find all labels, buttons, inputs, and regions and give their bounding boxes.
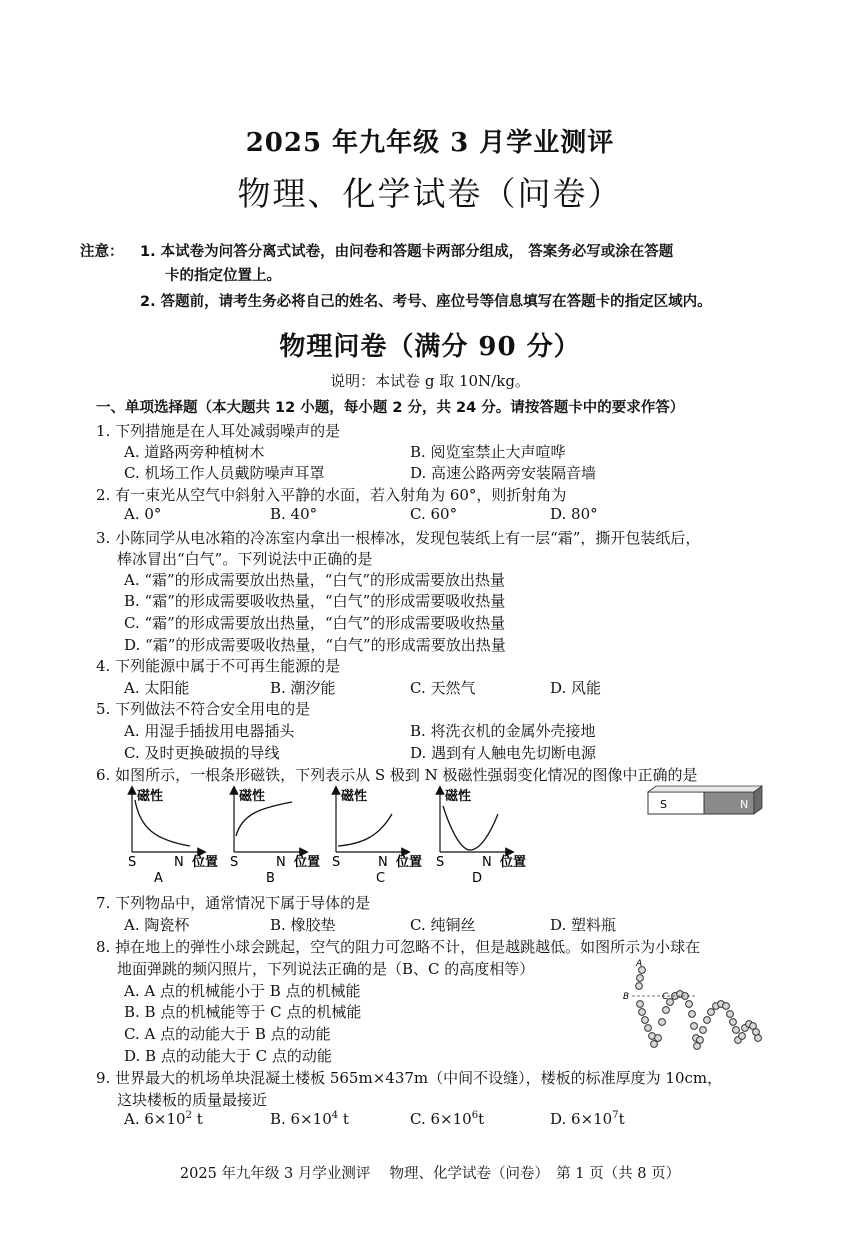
question-2-stem: 2. 有一束光从空气中斜射入平静的水面，若入射角为 60°，则折射角为 <box>96 486 567 504</box>
exam-title: 2025 年九年级 3 月学业测评 <box>245 128 615 158</box>
graph-a-curve <box>135 800 190 846</box>
question-5-option-a: A. 用湿手插拔用电器插头 <box>124 722 295 740</box>
ball-image-21 <box>697 1037 704 1044</box>
ball-positions <box>636 967 762 1050</box>
question-3-stem: 3. 小陈同学从电冰箱的冷冻室内拿出一根棒冰，发现包装纸上有一层“霜”，撕开包装纸后， <box>96 529 701 547</box>
ball-image-16 <box>686 1001 693 1008</box>
question-7-option-b: B. 橡胶垫 <box>270 916 336 934</box>
question-2-option-c: C. 60° <box>410 505 458 523</box>
question-3-option-d: D. “霜”的形成需要吸收热量，“白气”的形成需要放出热量 <box>124 636 506 654</box>
graph-c-n-label: N <box>378 855 388 870</box>
graph-a-n-label: N <box>174 855 184 870</box>
question-9-option-b: B. $6\times 10^4$ t <box>270 1110 349 1128</box>
graph-c-s-label: S <box>332 855 341 870</box>
question-2-option-a: A. 0° <box>124 505 162 523</box>
ball-image-6 <box>645 1025 652 1032</box>
question-7-stem: 7. 下列物品中，通常情况下属于导体的是 <box>96 894 371 912</box>
graph-b <box>230 788 320 884</box>
ball-image-32 <box>739 1033 746 1040</box>
graph-c-label: C <box>376 871 386 884</box>
bar-magnet <box>648 786 762 814</box>
ball-image-29 <box>730 1019 737 1026</box>
graph-c-y-label: 磁性 <box>341 789 368 804</box>
ball-image-2 <box>636 983 643 990</box>
question-1-option-c: C. 机场工作人员戴防噪声耳罩 <box>124 464 325 482</box>
graph-a-label: A <box>154 871 163 884</box>
question-7-option-a: A. 陶瓷杯 <box>124 916 190 934</box>
graph-c <box>332 788 422 884</box>
ball-image-4 <box>639 1009 646 1016</box>
question-8-option-b: B. B 点的机械能等于 C 点的机械能 <box>124 1003 362 1021</box>
graph-c-x-label: 位置 <box>396 855 423 870</box>
question-9-stem-cont: 这块楼板的质量最接近 <box>117 1091 268 1109</box>
notice-label: 注意： <box>80 244 124 260</box>
ball-image-30 <box>733 1027 740 1034</box>
notice-item-2: 2. 答题前，请考生务必将自己的姓名、考号、座位号等信息填写在答题卡的指定区域内。 <box>140 294 712 310</box>
notice-item-1: 1. 本试卷为问答分离式试卷，由问卷和答题卡两部分组成， 答案务必写或涂在答题 <box>140 244 674 260</box>
graph-b-curve <box>236 802 292 836</box>
question-4-option-a: A. 太阳能 <box>124 679 190 697</box>
question-4-option-c: C. 天然气 <box>410 679 476 697</box>
ball-image-37 <box>755 1035 762 1042</box>
ball-image-22 <box>700 1027 707 1034</box>
ball-image-28 <box>727 1011 734 1018</box>
question-8-stem: 8. 掉在地上的弹性小球会跳起，空气的阻力可忽略不计，但是越跳越低。如图所示为小球在 <box>96 938 701 956</box>
graph-b-x-label: 位置 <box>294 855 321 870</box>
part-title: 一、单项选择题（本大题共 12 小题，每小题 2 分，共 24 分。请按答题卡中的要求作答） <box>96 400 685 416</box>
question-2-option-d: D. 80° <box>550 505 598 523</box>
section-explain: 说明：本试卷 g 取 10N/kg。 <box>330 372 530 390</box>
question-6-figure <box>120 784 780 884</box>
graph-d-curve <box>443 806 498 850</box>
ball-image-18 <box>691 1023 698 1030</box>
question-7-option-c: C. 纯铜丝 <box>410 916 476 934</box>
question-9-option-d: D. $6\times 10^7t$ <box>550 1110 625 1128</box>
graph-b-y-label: 磁性 <box>239 789 266 804</box>
magnet-s-label: S <box>660 798 667 811</box>
ball-image-9 <box>655 1035 662 1042</box>
ball-image-5 <box>642 1017 649 1024</box>
question-4-option-b: B. 潮汐能 <box>270 679 336 697</box>
magnet-n-label: N <box>740 798 749 811</box>
notice-item-1-cont: 卡的指定位置上。 <box>165 268 281 284</box>
ball-image-27 <box>723 1003 730 1010</box>
section-title: 物理问卷（满分 90 分） <box>279 332 581 362</box>
graph-b-n-label: N <box>276 855 286 870</box>
point-a-label: A <box>636 959 643 969</box>
question-3-stem-cont: 棒冰冒出“白气”。下列说法中正确的是 <box>117 550 373 568</box>
question-8-stem-cont: 地面弹跳的频闪照片，下列说法正确的是（B、C 的高度相等） <box>117 960 535 978</box>
ball-image-23 <box>704 1017 711 1024</box>
question-4-option-d: D. 风能 <box>550 679 602 697</box>
graph-d-y-label: 磁性 <box>445 789 472 804</box>
graph-a-s-label: S <box>128 855 137 870</box>
question-1-option-d: D. 高速公路两旁安装隔音墙 <box>410 464 597 482</box>
question-5-option-c: C. 及时更换破损的导线 <box>124 744 280 762</box>
question-2-option-b: B. 40° <box>270 505 318 523</box>
graph-a-x-label: 位置 <box>192 855 219 870</box>
question-6-stem: 6. 如图所示，一根条形磁铁，下列表示从 S 极到 N 极磁性强弱变化情况的图像中正确的是 <box>96 766 698 784</box>
graph-a-y-label: 磁性 <box>137 789 164 804</box>
graph-b-label: B <box>266 871 275 884</box>
bouncing-ball-photo <box>618 956 768 1056</box>
question-3-option-c: C. “霜”的形成需要放出热量，“白气”的形成需要吸收热量 <box>124 614 506 632</box>
ball-image-3 <box>637 1001 644 1008</box>
graph-d <box>436 788 526 884</box>
question-9-option-c: C. $6\times 10^6t$ <box>410 1110 485 1128</box>
question-9-option-a: A. $6\times 10^2$ t <box>124 1110 203 1128</box>
ball-image-8 <box>651 1041 658 1048</box>
ball-image-17 <box>689 1011 696 1018</box>
exam-subtitle: 物理、化学试卷（问卷） <box>237 174 623 213</box>
question-9-stem: 9. 世界最大的机场单块混凝土楼板 565m×437m（中间不设缝），楼板的标准厚度为 10cm， <box>96 1069 723 1087</box>
ball-image-24 <box>708 1009 715 1016</box>
graph-d-label: D <box>472 871 483 884</box>
question-5-stem: 5. 下列做法不符合安全用电的是 <box>96 700 311 718</box>
graph-d-s-label: S <box>436 855 445 870</box>
ball-image-10 <box>659 1019 666 1026</box>
page-footer: 2025 年九年级 3 月学业测评 物理、化学试卷（问卷） 第 1 页（共 8 页） <box>179 1166 681 1182</box>
question-5-option-b: B. 将洗衣机的金属外壳接地 <box>410 722 596 740</box>
graph-a <box>128 788 218 884</box>
ball-image-1 <box>637 975 644 982</box>
graph-d-x-label: 位置 <box>500 855 527 870</box>
question-8-option-d: D. B 点的动能大于 C 点的动能 <box>124 1047 332 1065</box>
question-1-stem: 1. 下列措施是在人耳处减弱噪声的是 <box>96 422 341 440</box>
point-c-label: C <box>662 992 669 1002</box>
question-3-option-a: A. “霜”的形成需要放出热量，“白气”的形成需要放出热量 <box>124 571 506 589</box>
question-7-option-d: D. 塑料瓶 <box>550 916 617 934</box>
graph-b-s-label: S <box>230 855 239 870</box>
graph-d-n-label: N <box>482 855 492 870</box>
question-3-option-b: B. “霜”的形成需要吸收热量，“白气”的形成需要吸收热量 <box>124 592 506 610</box>
question-4-stem: 4. 下列能源中属于不可再生能源的是 <box>96 657 341 675</box>
question-5-option-d: D. 遇到有人触电先切断电源 <box>410 744 597 762</box>
question-1-option-a: A. 道路两旁种植树木 <box>124 443 265 461</box>
question-1-option-b: B. 阅览室禁止大声喧哗 <box>410 443 566 461</box>
point-b-label: B <box>623 992 630 1002</box>
question-8-option-a: A. A 点的机械能小于 B 点的机械能 <box>124 982 361 1000</box>
ball-image-11 <box>663 1007 670 1014</box>
graph-c-curve <box>338 814 392 846</box>
question-8-option-c: C. A 点的动能大于 B 点的动能 <box>124 1025 331 1043</box>
